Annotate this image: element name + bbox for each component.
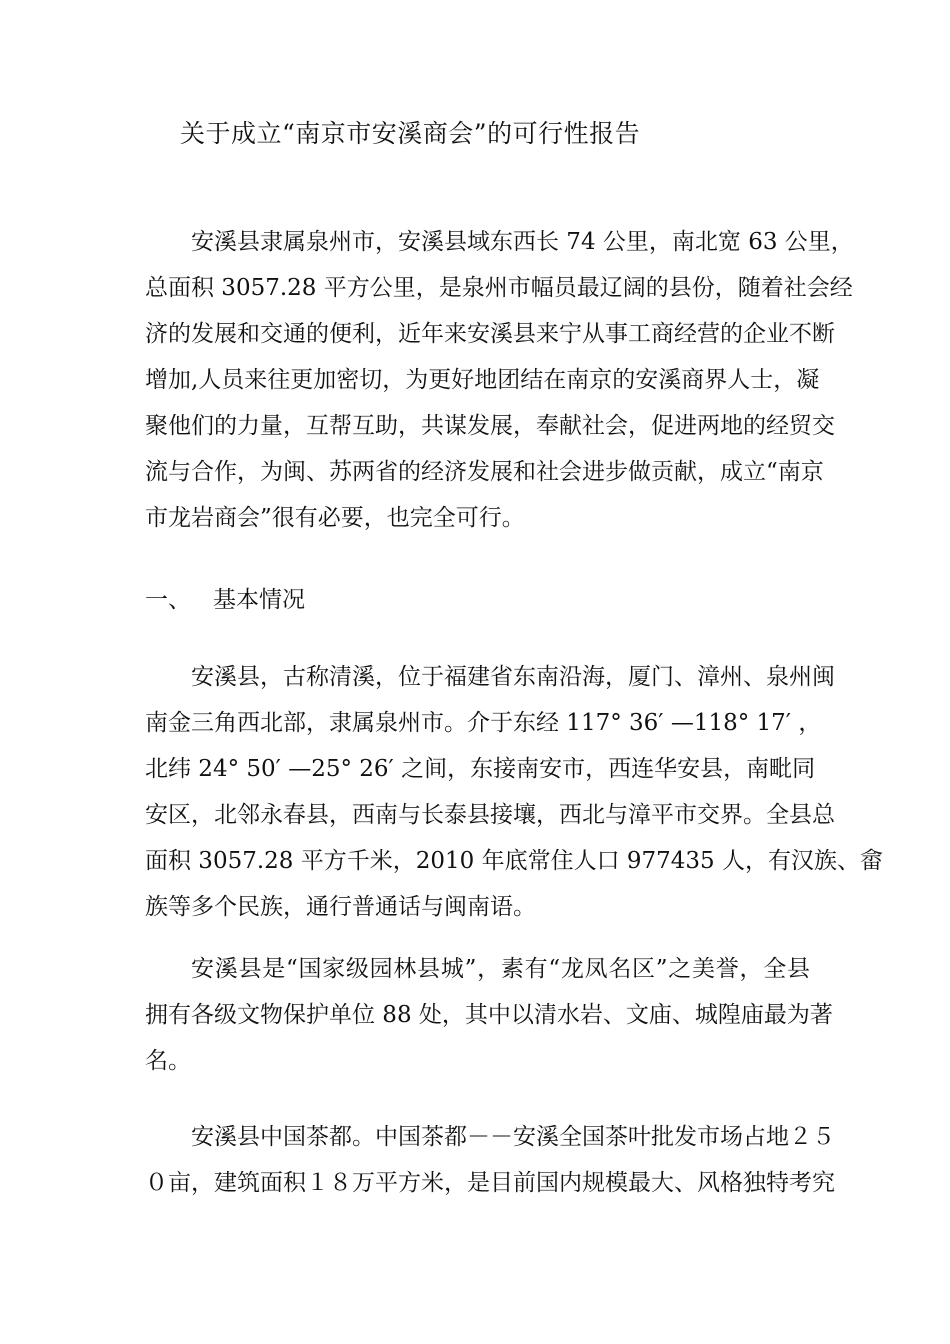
paragraph-line: 安溪县是“国家级园林县城”，素有“龙凤名区”之美誉，全县 [191, 956, 810, 982]
paragraph-line: 安溪县中国茶都。中国茶都－－安溪全国茶叶批发市场占地２５ [191, 1124, 835, 1150]
paragraph-line: 安溪县隶属泉州市，安溪县域东西长 74 公里，南北宽 63 公里， [191, 229, 854, 255]
paragraph-line: 南金三角西北部，隶属泉州市。介于东经 117° 36′ —118° 17′ ， [145, 710, 822, 736]
paragraph-line: 面积 3057.28 平方千米，2010 年底常住人口 977435 人，有汉族、畲 [145, 848, 883, 874]
section-number: 一、 [145, 587, 191, 613]
paragraph-line: 安溪县，古称清溪，位于福建省东南沿海，厦门、漳州、泉州闽 [191, 664, 835, 690]
heritage-paragraph [145, 946, 833, 1084]
paragraph-line: 市龙岩商会”很有必要，也完全可行。 [145, 505, 525, 531]
paragraph-line: 增加,人员来往更加密切，为更好地团结在南京的安溪商界人士，凝 [145, 367, 820, 393]
paragraph-line: 总面积 3057.28 平方公里，是泉州市幅员最辽阔的县份，随着社会经 [145, 275, 853, 301]
paragraph-line: 名。 [145, 1048, 191, 1074]
paragraph-line: 聚他们的力量，互帮互助，共谋发展，奉献社会，促进两地的经贸交 [145, 413, 835, 439]
location-paragraph [145, 654, 883, 930]
tea-capital-paragraph [145, 1114, 835, 1206]
section-heading [145, 577, 305, 623]
paragraph-line: ０亩，建筑面积１８万平方米，是目前国内规模最大、风格独特考究 [145, 1170, 835, 1196]
section-title: 基本情况 [213, 587, 305, 613]
paragraph-line: 北纬 24° 50′ —25° 26′ 之间，东接南安市，西连华安县，南毗同 [145, 756, 816, 782]
paragraph-line: 流与合作，为闽、苏两省的经济发展和社会进步做贡献，成立“南京 [145, 459, 824, 485]
document-title: 关于成立“南京市安溪商会”的可行性报告 [180, 119, 641, 148]
paragraph-line: 济的发展和交通的便利，近年来安溪县来宁从事工商经营的企业不断 [145, 321, 835, 347]
paragraph-line: 族等多个民族，通行普通话与闽南语。 [145, 894, 536, 920]
intro-paragraph [145, 219, 854, 541]
paragraph-line: 拥有各级文物保护单位 88 处，其中以清水岩、文庙、城隍庙最为著 [145, 1002, 833, 1028]
paragraph-line: 安区，北邻永春县，西南与长泰县接壤，西北与漳平市交界。全县总 [145, 802, 835, 828]
